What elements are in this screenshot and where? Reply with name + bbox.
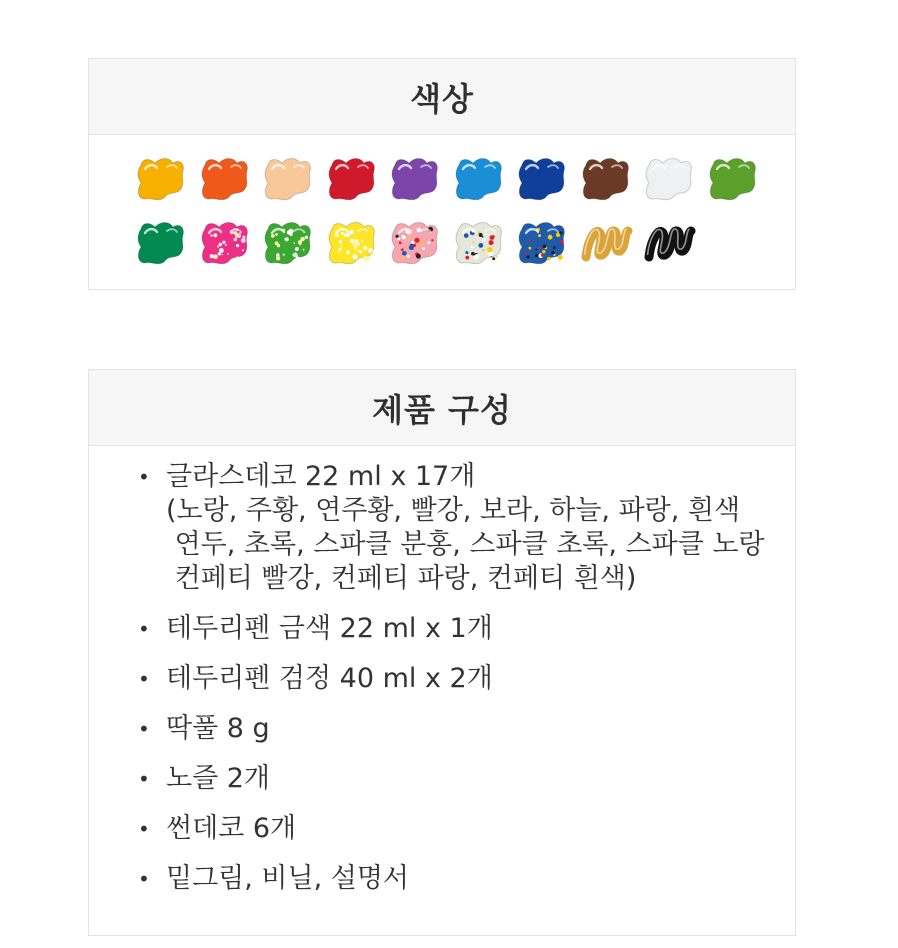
composition-item-text: 테두리펜 금색 22 ml x 1개 (166, 613, 493, 644)
color-swatch (516, 219, 568, 267)
color-swatch (707, 155, 759, 203)
color-swatch (326, 219, 378, 267)
bullet-icon: • (138, 817, 150, 841)
composition-item (134, 712, 765, 746)
composition-item-detail: (노랑, 주황, 연주황, 빨강, 보라, 하늘, 파랑, 흰색 (166, 495, 741, 526)
color-swatch (199, 155, 251, 203)
colors-panel (88, 58, 796, 290)
bullet-icon: • (138, 465, 150, 489)
composition-item-detail: 컨페티 빨강, 컨페티 파랑, 컨페티 흰색) (166, 563, 637, 594)
color-swatch (643, 155, 695, 203)
swatch-row-1 (135, 155, 765, 211)
composition-item (134, 812, 765, 846)
color-swatch (389, 219, 441, 267)
color-swatch (643, 219, 695, 267)
bullet-icon: • (138, 617, 150, 641)
colors-title: 색상 (89, 59, 795, 135)
bullet-icon: • (138, 717, 150, 741)
color-swatch (135, 219, 187, 267)
composition-item (134, 460, 765, 596)
composition-item (134, 612, 765, 646)
color-swatch (262, 219, 314, 267)
color-swatch (389, 155, 441, 203)
color-swatch (516, 155, 568, 203)
color-swatch (580, 219, 632, 267)
composition-item-detail: 연두, 초록, 스파클 분홍, 스파클 초록, 스파클 노랑 (166, 529, 765, 560)
color-swatch (453, 219, 505, 267)
composition-item-text: 썬데코 6개 (166, 813, 297, 844)
color-swatch (326, 155, 378, 203)
composition-item-text: 노즐 2개 (166, 763, 271, 794)
composition-list (134, 460, 765, 912)
color-swatch (199, 219, 251, 267)
composition-item (134, 862, 765, 896)
composition-title: 제품 구성 (89, 370, 795, 446)
color-swatch (580, 155, 632, 203)
color-swatch (135, 155, 187, 203)
composition-item (134, 762, 765, 796)
composition-item-text: 밑그림, 비닐, 설명서 (166, 863, 409, 894)
bullet-icon: • (138, 767, 150, 791)
color-swatch (453, 155, 505, 203)
composition-item-text: 글라스데코 22 ml x 17개 (166, 461, 476, 492)
swatch-grid (135, 155, 765, 283)
bullet-icon: • (138, 867, 150, 891)
composition-item-text: 딱풀 8 g (166, 713, 270, 744)
swatch-row-2 (135, 219, 765, 275)
bullet-icon: • (138, 667, 150, 691)
composition-item-text: 테두리펜 검정 40 ml x 2개 (166, 663, 493, 694)
color-swatch (262, 155, 314, 203)
composition-item (134, 662, 765, 696)
composition-panel (88, 369, 796, 936)
